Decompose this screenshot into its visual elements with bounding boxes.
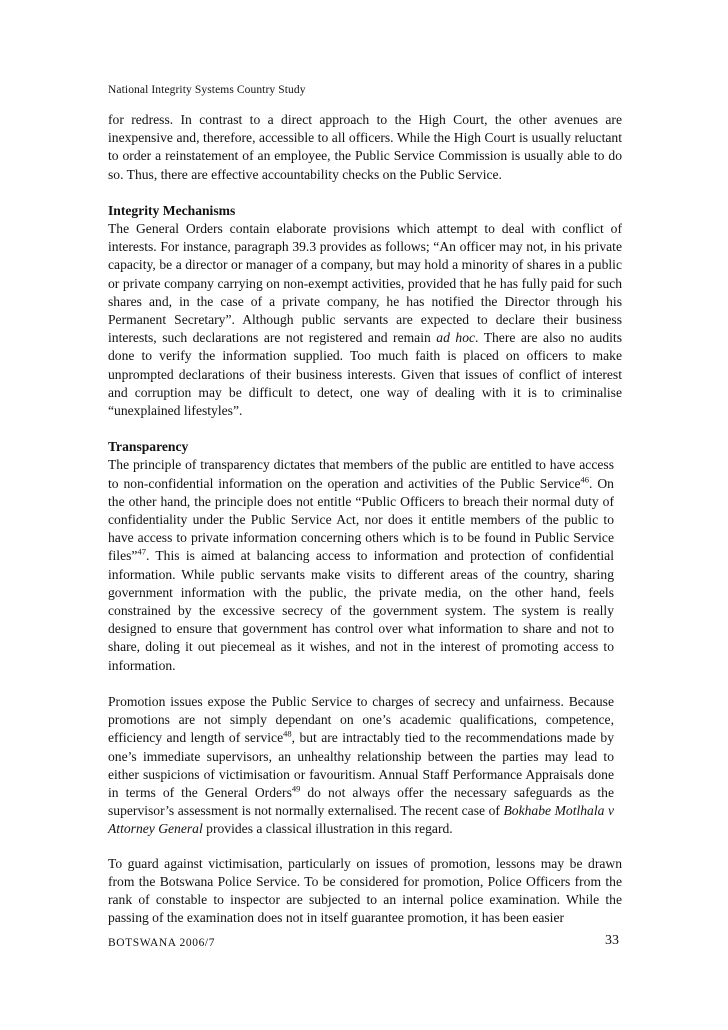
- heading-integrity-mechanisms: Integrity Mechanisms: [108, 202, 236, 218]
- footnote-ref-49: 49: [291, 783, 301, 794]
- italic-case-name: Bokhabe Motlhala v Attorney General: [108, 803, 614, 837]
- body-text: [108, 111, 622, 927]
- footnote-ref-47: 47: [137, 546, 146, 557]
- footnote-ref-48: 48: [283, 728, 292, 739]
- paragraph-transparency: The principle of transparency dictates that members of the public are entitled to have access to non-confidential information on the operation and activities of the Public Service$^{46}$. On the other hand, the principle does not entitle “Public Officers to breach their normal duty of confidentiality under the Public Service Act, nor does it entitle members of the public to have access to private information concerning others which is to be found in Public Service files”$^{47}$. This is aimed at balancing access to information and protection of confidential information. While public servants make visits to different areas of the country, sharing government information with the public, the private media, on the other hand, feels constrained by the excessive secrecy of the government system. The system is really designed to ensure that government has control over what information to share and not to share, doling it out piecemeal as it wishes, and not in the interest of promoting access to information.: [108, 457, 614, 673]
- paragraph-general-orders: The General Orders contain elaborate provisions which attempt to deal with conflict of interests. For instance, paragraph 39.3 provides as follows; “An officer may not, in his private capacity, be a director or manager of a company, but may hold a minority of shares in a public or private company carrying on non-exempt activities, provided that he has fully paid for such shares and, in the case of a private company, he has notified the Director through his Permanent Secretary”. Although public servants are expected to declare their business interests, such declarations are not registered and remain ad hoc. There are also no audits done to verify the information supplied. Too much faith is placed on officers to make unprompted declarations of their business interests. Given that issues of conflict of interest and corruption may be difficult to detect, one way of dealing with it is to criminalise “unexplained lifestyles”.: [108, 221, 622, 419]
- footer-country-year: BOTSWANA 2006/7: [108, 937, 216, 949]
- heading-transparency: Transparency: [108, 439, 189, 455]
- paragraph-redress: for redress. In contrast to a direct approach to the High Court, the other avenues are inexpensive and, therefore, accessible to all officers. While the High Court is usually reluctant to order a reinstatement of an employee, the Public Service Commission is usually able to do so. Thus, there are effective accountability checks on the Public Service.: [108, 112, 622, 182]
- page-number: 33: [605, 933, 619, 948]
- running-header: National Integrity Systems Country Study: [108, 84, 306, 96]
- paragraph-victimisation: To guard against victimisation, particularly on issues of promotion, lessons may be drawn from the Botswana Police Service. To be considered for promotion, Police Officers from the rank of constable to inspector are subjected to an internal police examination. While the passing of the examination does not in itself guarantee promotion, it has been easier: [108, 855, 622, 926]
- italic-ad-hoc: ad hoc: [436, 330, 476, 346]
- paragraph-promotion: Promotion issues expose the Public Service to charges of secrecy and unfairness. Because promotions are not simply dependant on one’s academic qualifications, competence, efficiency and length of service$^{48}$, but are intractably tied to the recommendations made by one’s immediate supervisors, an unhealthy relationship between the parties may lead to either suspicions of victimisation or favouritism. Annual Staff Performance Appraisals done in terms of the General Orders$^{49}$ do not always offer the necessary safeguards as the supervisor’s assessment is not normally externalised. The recent case of Bokhabe Motlhala v Attorney General provides a classical illustration in this regard.: [108, 693, 615, 837]
- footnote-ref-46: 46: [580, 474, 590, 485]
